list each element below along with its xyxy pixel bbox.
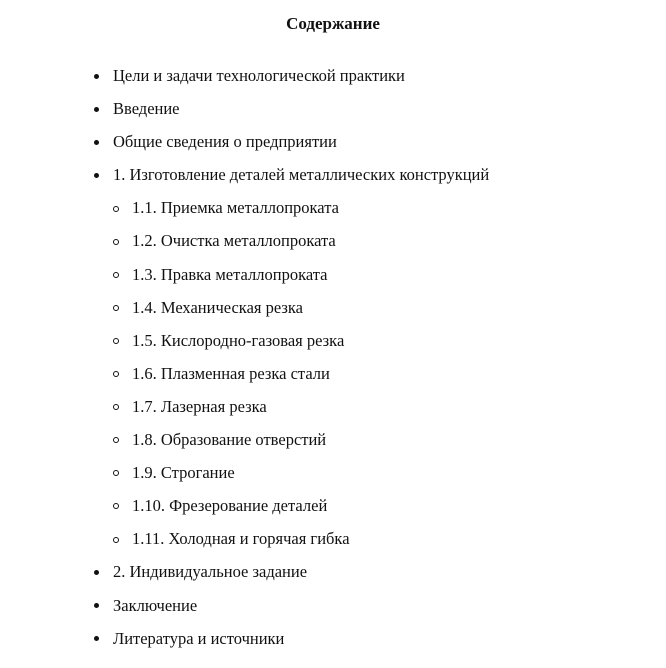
bullet-icon [91,627,101,651]
toc-subitem-label: 1.3. Правка металлопроката [132,264,328,284]
toc-subitem-label: 1.8. Образование отверстий [132,430,327,450]
circle-bullet-icon [111,428,121,452]
toc-subitem-label: 1.11. Холодная и горячая гибка [132,529,350,549]
toc-subitem[interactable] [0,329,666,362]
circle-bullet-icon [111,395,121,419]
toc-subitem[interactable] [0,362,666,395]
circle-bullet-icon [111,461,121,485]
toc-item[interactable] [0,130,666,163]
toc-item-label: Общие сведения о предприятии [113,132,337,152]
circle-bullet-icon [111,527,121,551]
bullet-icon [91,594,101,618]
toc-subitem[interactable] [0,263,666,296]
toc-item[interactable] [0,97,666,130]
toc-subitem-label: 1.5. Кислородно-газовая резка [132,330,345,350]
toc-subitem[interactable] [0,229,666,262]
toc-item[interactable] [0,163,666,196]
toc-item[interactable] [0,560,666,593]
toc-subitem[interactable] [0,196,666,229]
toc-subitem[interactable] [0,494,666,527]
toc-item-label: 2. Индивидуальное задание [113,562,308,582]
toc-item[interactable] [0,627,666,660]
toc-item-label: Заключение [113,595,198,615]
toc-subitem-label: 1.7. Лазерная резка [132,396,267,416]
bullet-icon [91,64,101,88]
toc-item-label: Цели и задачи технологической практики [113,66,405,85]
bullet-icon [91,163,101,187]
circle-bullet-icon [111,494,121,518]
toc-item-label: Литература и источники [113,628,285,648]
toc-subitem-label: 1.1. Приемка металлопроката [132,198,339,218]
toc-subitem[interactable] [0,461,666,494]
toc-subitem[interactable] [0,527,666,560]
bullet-icon [91,130,101,154]
circle-bullet-icon [111,263,121,287]
toc-subitem[interactable] [0,296,666,329]
toc-item[interactable] [0,594,666,627]
page-title: Содержание [286,14,380,33]
toc-item-label: 1. Изготовление деталей металлических конструкций [113,165,490,185]
circle-bullet-icon [111,229,121,253]
circle-bullet-icon [111,329,121,353]
toc-item-label: Введение [113,99,180,119]
circle-bullet-icon [111,196,121,220]
toc-subitem-label: 1.10. Фрезерование деталей [132,496,328,516]
circle-bullet-icon [111,296,121,320]
toc-subitem-label: 1.9. Строгание [132,463,235,483]
bullet-icon [91,97,101,121]
toc-subitem[interactable] [0,395,666,428]
bullet-icon [91,560,101,584]
toc-subitem[interactable] [0,428,666,461]
toc-item[interactable] [0,64,666,97]
toc-subitem-label: 1.2. Очистка металлопроката [132,231,336,251]
toc-subitem-label: 1.4. Механическая резка [132,297,303,317]
circle-bullet-icon [111,362,121,386]
table-of-contents [0,64,666,660]
toc-subitem-label: 1.6. Плазменная резка стали [132,363,330,383]
